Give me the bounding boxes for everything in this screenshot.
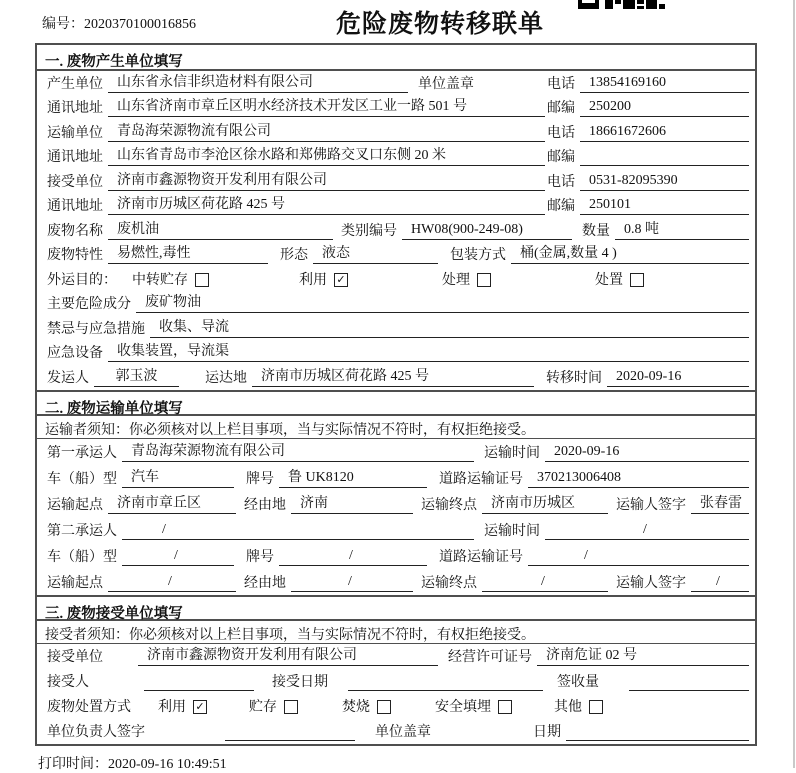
producer-zip-label: 邮编 bbox=[547, 101, 575, 116]
purpose-label: 外运目的： bbox=[47, 272, 117, 288]
vehicle1-row bbox=[37, 465, 755, 491]
time2-label: 运输时间 bbox=[484, 523, 540, 539]
waste-name-row bbox=[37, 218, 755, 243]
transporter-zip-label: 邮编 bbox=[547, 150, 575, 165]
sign2-value: / bbox=[691, 574, 749, 592]
producer-address-row bbox=[37, 96, 755, 121]
vehicle2-value: / bbox=[122, 548, 234, 566]
shipper-row bbox=[37, 365, 755, 390]
qr-code-fragment bbox=[578, 0, 665, 10]
received-qty-label: 签收量 bbox=[557, 674, 599, 690]
permit1-label: 道路运输证号 bbox=[439, 471, 523, 487]
terminus1-value: 济南市历城区 bbox=[482, 492, 608, 514]
waste-name-label: 废物名称 bbox=[47, 223, 103, 239]
hazard-label: 主要危险成分 bbox=[47, 297, 131, 312]
producer-phone-label: 电话 bbox=[547, 76, 575, 92]
purpose-option-dispose bbox=[595, 269, 646, 289]
plate1-label: 牌号 bbox=[246, 471, 274, 487]
receiver-row bbox=[37, 169, 755, 194]
transporter-value: 青岛海荣源物流有限公司 bbox=[108, 120, 545, 142]
trait-label: 废物特性 bbox=[47, 248, 103, 263]
responsible-sign-row bbox=[37, 719, 755, 744]
via2-value: / bbox=[291, 574, 413, 592]
emergency-row bbox=[37, 316, 755, 341]
section-receiver bbox=[37, 595, 755, 744]
receiver-addr-value: 济南市历城区荷花路 425 号 bbox=[108, 193, 545, 215]
quantity-value: 0.8 吨 bbox=[615, 218, 749, 240]
purpose-option-transfer-storage bbox=[132, 269, 211, 289]
section1-heading: 一. 废物产生单位填写 bbox=[37, 45, 755, 71]
transporter-address-row bbox=[37, 145, 755, 170]
terminus2-label: 运输终点 bbox=[421, 575, 477, 591]
producer-zip-value: 250200 bbox=[580, 99, 749, 117]
receiver-phone-value: 0531-82095390 bbox=[580, 173, 749, 191]
page-right-edge bbox=[793, 0, 795, 768]
vehicle2-row bbox=[37, 543, 755, 569]
receiver-value: 济南市鑫源物资开发利用有限公司 bbox=[108, 169, 545, 191]
waste-name-value: 废机油 bbox=[108, 218, 333, 240]
origin2-value: / bbox=[108, 574, 236, 592]
plate2-label: 牌号 bbox=[246, 549, 274, 565]
emergency-value: 收集、导流 bbox=[150, 316, 749, 338]
checkbox-disposal-store bbox=[284, 700, 298, 714]
option-label: 中转贮存 bbox=[132, 272, 188, 288]
serial-label: 编号： bbox=[42, 17, 84, 32]
transfer-time-value: 2020-09-16 bbox=[607, 369, 749, 387]
date-label: 日期 bbox=[533, 724, 561, 740]
receiver-addr-label: 通讯地址 bbox=[47, 199, 103, 214]
sign1-value: 张春雷 bbox=[691, 492, 749, 514]
transporter-zip-value bbox=[580, 150, 749, 166]
acceptor-label: 接受人 bbox=[47, 674, 89, 690]
page-title: 危险废物转移联单 bbox=[335, 11, 544, 38]
hazard-value: 废矿物油 bbox=[136, 291, 749, 313]
origin1-label: 运输起点 bbox=[47, 497, 103, 513]
checkbox-disposal-other bbox=[589, 700, 603, 714]
vehicle1-label: 车（船）型 bbox=[47, 471, 117, 487]
origin2-label: 运输起点 bbox=[47, 575, 103, 591]
option-label: 焚烧 bbox=[342, 699, 370, 715]
category-label: 类别编号 bbox=[341, 223, 397, 239]
equipment-label: 应急设备 bbox=[47, 346, 103, 361]
producer-phone-value: 13854169160 bbox=[580, 75, 749, 93]
transporter-addr-label: 通讯地址 bbox=[47, 150, 103, 165]
route2-row bbox=[37, 569, 755, 595]
section-transporter bbox=[37, 390, 755, 595]
checkbox-transfer-storage bbox=[195, 273, 209, 287]
carrier1-label: 第一承运人 bbox=[47, 445, 117, 461]
checkbox-disposal-incinerate bbox=[377, 700, 391, 714]
print-time-label: 打印时间： bbox=[38, 756, 108, 772]
option-label: 利用 bbox=[158, 699, 186, 715]
section-producer bbox=[37, 45, 755, 390]
producer-addr-value: 山东省济南市章丘区明水经济技术开发区工业一路 501 号 bbox=[108, 95, 545, 117]
document-header bbox=[0, 0, 796, 43]
accept-date-label: 接受日期 bbox=[272, 674, 328, 690]
form-value: 液态 bbox=[313, 242, 438, 264]
transfer-time-label: 转移时间 bbox=[546, 370, 602, 386]
hazard-row bbox=[37, 292, 755, 317]
receiver-label: 接受单位 bbox=[47, 174, 103, 190]
acceptor-value bbox=[144, 675, 254, 691]
checkbox-disposal-landfill bbox=[498, 700, 512, 714]
option-label: 处理 bbox=[442, 272, 470, 288]
accept-unit-row bbox=[37, 644, 755, 669]
form-label: 形态 bbox=[280, 248, 308, 263]
time1-value: 2020-09-16 bbox=[545, 444, 749, 462]
trait-value: 易燃性,毒性 bbox=[108, 242, 268, 264]
purpose-option-treat bbox=[442, 269, 493, 289]
transporter-label: 运输单位 bbox=[47, 125, 103, 141]
section2-heading: 二. 废物运输单位填写 bbox=[37, 390, 755, 416]
equipment-row bbox=[37, 341, 755, 366]
producer-addr-label: 通讯地址 bbox=[47, 101, 103, 116]
carrier1-row bbox=[37, 439, 755, 465]
disposal-option-landfill bbox=[435, 696, 514, 716]
purpose-row bbox=[37, 267, 755, 292]
transporter-notice: 运输者须知：你必须核对以上栏目事项，当与实际情况不符时，有权拒绝接受。 bbox=[37, 416, 755, 439]
terminus2-value: / bbox=[482, 574, 608, 592]
carrier2-value: / bbox=[122, 522, 474, 540]
date-value bbox=[566, 725, 749, 741]
transporter-addr-value: 山东省青岛市李沧区徐水路和郑佛路交叉口东侧 20 米 bbox=[108, 144, 545, 166]
disposal-option-other bbox=[554, 696, 605, 716]
permit2-underline bbox=[648, 550, 749, 566]
receiver-notice: 接受者须知：你必须核对以上栏目事项，当与实际情况不符时，有权拒绝接受。 bbox=[37, 621, 755, 644]
option-label: 其他 bbox=[554, 699, 582, 715]
license-value: 济南危证 02 号 bbox=[537, 644, 749, 666]
via1-value: 济南 bbox=[291, 492, 413, 514]
carrier2-row bbox=[37, 517, 755, 543]
equipment-value: 收集装置，导流渠 bbox=[108, 340, 749, 362]
origin1-value: 济南市章丘区 bbox=[108, 492, 236, 514]
receiver-zip-value: 250101 bbox=[580, 197, 749, 215]
responsible-sign-value bbox=[225, 725, 355, 741]
packing-label: 包装方式 bbox=[450, 248, 506, 263]
route1-row bbox=[37, 491, 755, 517]
license-label: 经营许可证号 bbox=[448, 649, 532, 665]
checkbox-dispose bbox=[630, 273, 644, 287]
disposal-label: 废物处置方式 bbox=[47, 699, 131, 715]
destination-label: 运达地 bbox=[205, 370, 247, 386]
print-time-line bbox=[38, 753, 796, 773]
accept-unit-label: 接受单位 bbox=[47, 649, 103, 665]
vehicle2-label: 车（船）型 bbox=[47, 549, 117, 565]
option-label: 贮存 bbox=[249, 699, 277, 715]
producer-value: 山东省永信非织造材料有限公司 bbox=[108, 71, 408, 93]
destination-value: 济南市历城区荷花路 425 号 bbox=[252, 365, 534, 387]
plate1-value: 鲁 UK8120 bbox=[279, 466, 427, 488]
acceptor-row bbox=[37, 669, 755, 694]
checkbox-disposal-utilize: ✓ bbox=[193, 700, 207, 714]
unit-seal-label: 单位盖章 bbox=[375, 724, 431, 740]
packing-value: 桶(金属,数量 4 ) bbox=[511, 242, 749, 264]
disposal-option-utilize bbox=[158, 696, 209, 716]
producer-row bbox=[37, 71, 755, 96]
disposal-option-store bbox=[249, 696, 300, 716]
time1-label: 运输时间 bbox=[484, 445, 540, 461]
disposal-row bbox=[37, 694, 755, 719]
option-label: 处置 bbox=[595, 272, 623, 288]
emergency-label: 禁忌与应急措施 bbox=[47, 321, 145, 337]
via2-label: 经由地 bbox=[244, 575, 286, 591]
sign2-label: 运输人签字 bbox=[616, 575, 686, 591]
shipper-value: 郭玉波 bbox=[94, 365, 179, 387]
seal-label: 单位盖章 bbox=[418, 76, 474, 92]
disposal-option-incinerate bbox=[342, 696, 393, 716]
receiver-zip-label: 邮编 bbox=[547, 199, 575, 214]
receiver-address-row bbox=[37, 194, 755, 219]
responsible-sign-label: 单位负责人签字 bbox=[47, 724, 145, 740]
checkbox-treat bbox=[477, 273, 491, 287]
permit2-value: / bbox=[528, 548, 648, 566]
producer-label: 产生单位 bbox=[47, 76, 103, 92]
category-value: HW08(900-249-08) bbox=[402, 222, 572, 240]
permit1-value: 370213006408 bbox=[528, 470, 749, 488]
receiver-phone-label: 电话 bbox=[547, 174, 575, 190]
accept-date-value bbox=[348, 675, 543, 691]
transporter-row bbox=[37, 120, 755, 145]
purpose-option-utilize bbox=[299, 269, 350, 289]
terminus1-label: 运输终点 bbox=[421, 497, 477, 513]
transporter-phone-value: 18661672606 bbox=[580, 124, 749, 142]
shipper-label: 发运人 bbox=[47, 370, 89, 386]
plate2-value: / bbox=[279, 548, 427, 566]
waste-trait-row bbox=[37, 243, 755, 268]
permit2-label: 道路运输证号 bbox=[439, 549, 523, 565]
print-time-value: 2020-09-16 10:49:51 bbox=[108, 756, 227, 772]
accept-unit-value: 济南市鑫源物资开发利用有限公司 bbox=[138, 644, 438, 666]
via1-label: 经由地 bbox=[244, 497, 286, 513]
section3-heading: 三. 废物接受单位填写 bbox=[37, 595, 755, 621]
sign1-label: 运输人签字 bbox=[616, 497, 686, 513]
time2-value: / bbox=[545, 522, 749, 540]
option-label: 利用 bbox=[299, 272, 327, 288]
transporter-phone-label: 电话 bbox=[547, 125, 575, 141]
vehicle1-value: 汽车 bbox=[122, 466, 234, 488]
checkbox-utilize: ✓ bbox=[334, 273, 348, 287]
serial-number: 2020370100016856 bbox=[84, 17, 196, 32]
manifest-form bbox=[35, 43, 757, 746]
carrier2-label: 第二承运人 bbox=[47, 523, 117, 539]
carrier1-value: 青岛海荣源物流有限公司 bbox=[122, 440, 474, 462]
option-label: 安全填埋 bbox=[435, 699, 491, 715]
received-qty-value bbox=[629, 675, 749, 691]
quantity-label: 数量 bbox=[582, 223, 610, 239]
